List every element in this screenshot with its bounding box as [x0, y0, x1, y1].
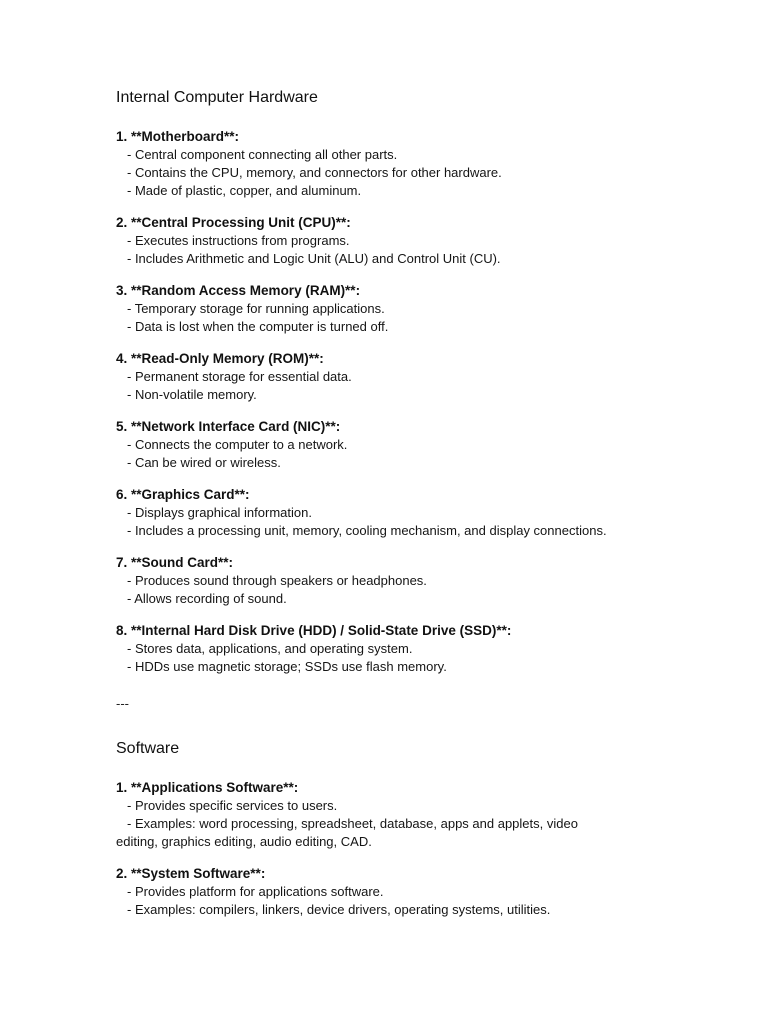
bullet-line: - Allows recording of sound. [127, 591, 287, 606]
item-title: 2. **System Software**: [116, 866, 266, 881]
bullet-line: - Permanent storage for essential data. [127, 369, 352, 384]
bullet-line: - Displays graphical information. [127, 505, 312, 520]
bullet-line: - Can be wired or wireless. [127, 455, 281, 470]
section-divider: --- [116, 696, 129, 711]
item-title: 5. **Network Interface Card (NIC)**: [116, 419, 341, 434]
item-title: 1. **Applications Software**: [116, 780, 299, 795]
hardware-item-rom [116, 350, 716, 404]
item-title: 3. **Random Access Memory (RAM)**: [116, 283, 361, 298]
software-item-applications [116, 779, 716, 851]
hardware-item-motherboard [116, 128, 716, 200]
bullet-line: - Provides platform for applications software. [127, 884, 384, 899]
software-heading: Software [116, 740, 180, 757]
bullet-line: - HDDs use magnetic storage; SSDs use flash memory. [127, 659, 447, 674]
hardware-item-nic [116, 418, 716, 472]
hardware-item-cpu [116, 214, 716, 268]
bullet-line: - Temporary storage for running applications. [127, 301, 385, 316]
hardware-heading: Internal Computer Hardware [116, 89, 318, 106]
bullet-line: - Connects the computer to a network. [127, 437, 348, 452]
hardware-item-graphics-card [116, 486, 716, 540]
hardware-item-storage [116, 622, 716, 676]
item-title: 1. **Motherboard**: [116, 129, 240, 144]
item-title: 6. **Graphics Card**: [116, 487, 250, 502]
item-title: 8. **Internal Hard Disk Drive (HDD) / Solid-State Drive (SSD)**: [116, 623, 512, 638]
bullet-line: - Includes Arithmetic and Logic Unit (ALU) and Control Unit (CU). [127, 251, 501, 266]
bullet-line: - Provides specific services to users. [127, 798, 338, 813]
bullet-line: - Produces sound through speakers or headphones. [127, 573, 427, 588]
bullet-line: - Stores data, applications, and operating system. [127, 641, 413, 656]
bullet-line: - Data is lost when the computer is turned off. [127, 319, 389, 334]
bullet-line: - Central component connecting all other parts. [127, 147, 398, 162]
hardware-item-sound-card [116, 554, 716, 608]
bullet-line: - Made of plastic, copper, and aluminum. [127, 183, 362, 198]
bullet-line: - Contains the CPU, memory, and connectors for other hardware. [127, 165, 502, 180]
document-content [116, 88, 716, 919]
hardware-item-ram [116, 282, 716, 336]
item-title: 2. **Central Processing Unit (CPU)**: [116, 215, 351, 230]
item-title: 4. **Read-Only Memory (ROM)**: [116, 351, 324, 366]
bullet-continuation: editing, graphics editing, audio editing, CAD. [116, 834, 372, 849]
bullet-line: - Examples: compilers, linkers, device drivers, operating systems, utilities. [127, 902, 551, 917]
bullet-line: - Non-volatile memory. [127, 387, 257, 402]
bullet-line: - Includes a processing unit, memory, cooling mechanism, and display connections. [127, 523, 607, 538]
item-title: 7. **Sound Card**: [116, 555, 234, 570]
bullet-line: - Examples: word processing, spreadsheet, database, apps and applets, video [127, 816, 578, 831]
bullet-line: - Executes instructions from programs. [127, 233, 350, 248]
software-item-system [116, 865, 716, 919]
